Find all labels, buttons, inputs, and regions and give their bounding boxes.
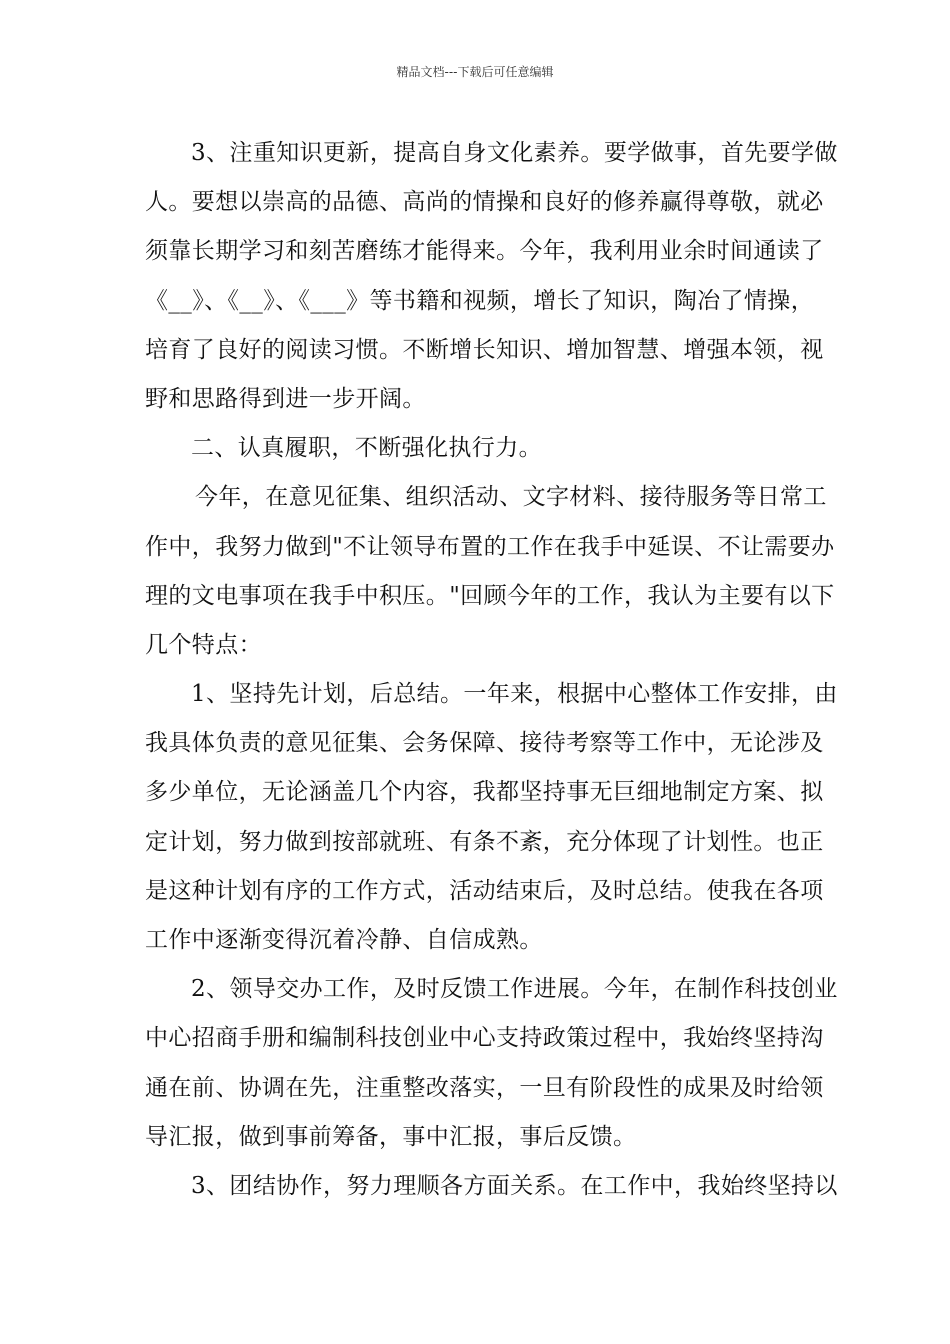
paragraph-line: 3、注重知识更新，提高自身文化素养。要学做事，首先要学做 <box>191 140 838 166</box>
paragraph-line: 多少单位，无论涵盖几个内容，我都坚持事无巨细地制定方案、拟 <box>145 779 824 806</box>
paragraph-line: 定计划，努力做到按部就班、有条不紊，充分体现了计划性。也正 <box>145 828 824 855</box>
paragraph-line: 今年，在意见征集、组织活动、文字材料、接待服务等日常工 <box>195 484 827 511</box>
paragraph-line: 理的文电事项在我手中积压。"回顾今年的工作，我认为主要有以下 <box>145 582 835 609</box>
paragraph-line: 3、团结协作，努力理顺各方面关系。在工作中，我始终坚持以 <box>191 1172 838 1199</box>
paragraph-line: 1、坚持先计划，后总结。一年来，根据中心整体工作安排，由 <box>191 681 838 708</box>
paragraph-line: 作中，我努力做到"不让领导布置的工作在我手中延误、不让需要办 <box>145 533 835 560</box>
paragraph-line: 导汇报，做到事前筹备，事中汇报，事后反馈。 <box>145 1123 637 1150</box>
paragraph-line: 工作中逐渐变得沉着冷静、自信成熟。 <box>145 927 543 953</box>
paragraph-line: 培育了良好的阅读习惯。不断增长知识、增加智慧、增强本领，视 <box>145 336 824 363</box>
paragraph-line: 须靠长期学习和刻苦磨练才能得来。今年，我利用业余时间通读了 <box>145 238 824 265</box>
paragraph-line: 几个特点： <box>145 631 262 658</box>
page-header: 精品文档---下载后可任意编辑 <box>396 65 554 79</box>
paragraph-line: 人。要想以崇高的品德、高尚的情操和良好的修养赢得尊敬，就必 <box>145 189 824 216</box>
paragraph-line: 是这种计划有序的工作方式，活动结束后，及时总结。使我在各项 <box>145 877 824 904</box>
paragraph-line: 《__》、《__》、《___》等书籍和视频，增长了知识，陶冶了情操， <box>145 287 815 314</box>
paragraph-line: 通在前、协调在先，注重整改落实，一旦有阶段性的成果及时给领 <box>145 1074 824 1101</box>
paragraph-line: 野和思路得到进一步开阔。 <box>145 385 426 412</box>
paragraph-line: 中心招商手册和编制科技创业中心支持政策过程中，我始终坚持沟 <box>145 1025 824 1052</box>
section-heading: 二、认真履职，不断强化执行力。 <box>191 435 542 462</box>
document-body <box>145 129 838 1211</box>
paragraph-line: 2、领导交办工作，及时反馈工作进展。今年，在制作科技创业 <box>191 976 838 1003</box>
paragraph-line: 我具体负责的意见征集、会务保障、接待考察等工作中，无论涉及 <box>145 730 824 757</box>
